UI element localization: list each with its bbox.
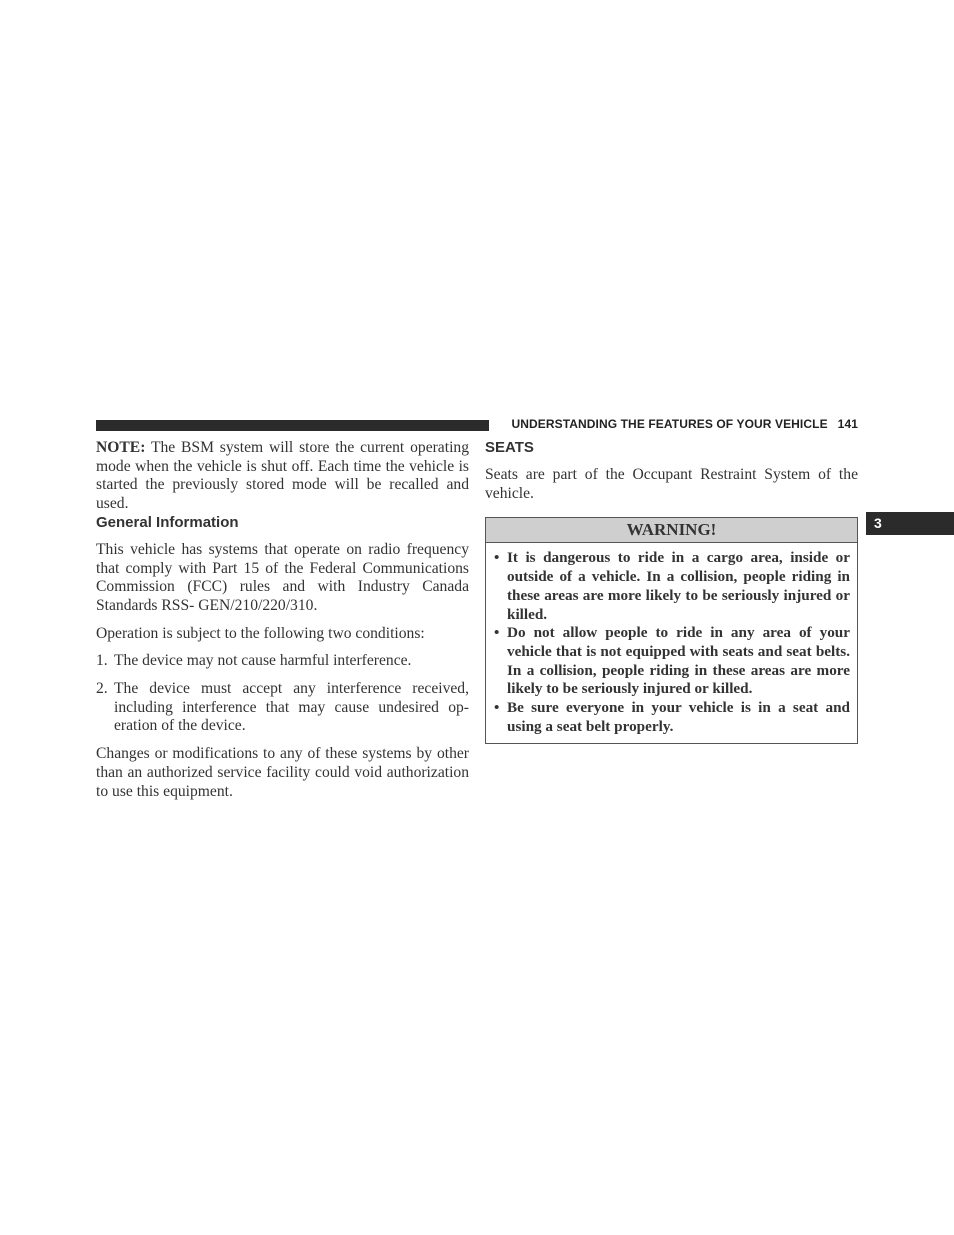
chapter-tab [866,512,954,535]
changes-paragraph: Changes or modifications to any of these systems by other than an authorized service facility could void authorization to use this equipment. [96,745,469,800]
bullet-icon: • [494,624,500,642]
left-column [96,439,469,801]
section-title: UNDERSTANDING THE FEATURES OF YOUR VEHICLE [511,417,828,431]
general-information-heading: General Information [96,513,239,531]
operation-paragraph: Operation is subject to the following two conditions: [96,624,425,642]
warning-text: It is dangerous to ride in a cargo area, inside or outside of a vehicle. In a collision, people riding in these areas are more likely to be seriously injured or killed. [507,549,850,623]
fcc-paragraph: This vehicle has systems that operate on radio frequency that comply with Part 15 of the Federal Communications Commission (FCC) rules and with Industry Canada Standards RSS- GEN/210/220/310. [96,540,469,614]
note-paragraph [96,439,469,514]
list-text: The device must accept any interference received, including interference that may cause undesired op-eration of the device. [114,680,469,735]
warning-item [493,549,850,624]
page-number: 141 [837,417,858,431]
note-text: The BSM system will store the current operating mode when the vehicle is shut off. Each time the vehicle is started the previously stored mode will be recalled and used. [96,439,469,513]
bullet-icon: • [494,549,500,567]
warning-text: Be sure everyone in your vehicle is in a seat and using a seat belt properly. [507,699,850,735]
warning-box [485,517,858,744]
running-header [498,417,858,431]
header-rule [96,420,489,431]
right-column [485,439,858,744]
seats-intro: Seats are part of the Occupant Restraint System of the vehicle. [485,466,858,502]
list-item [96,652,469,671]
chapter-number: 3 [874,515,882,531]
conditions-list [96,652,469,736]
warning-list [486,543,857,743]
warning-text: Do not allow people to ride in any area of your vehicle that is not equipped with seats and seat belts. In a collision, people riding in these areas are more likely to be seriously injured or killed. [507,624,850,698]
bullet-icon: • [494,699,500,717]
warning-item [493,624,850,699]
list-text: The device may not cause harmful interference. [114,652,412,670]
list-number: 2. [96,680,108,698]
note-label: NOTE: [96,439,146,456]
list-item [96,680,469,736]
seats-heading: SEATS [485,439,534,456]
warning-title: WARNING! [486,518,857,543]
list-number: 1. [96,652,108,670]
warning-item [493,699,850,736]
